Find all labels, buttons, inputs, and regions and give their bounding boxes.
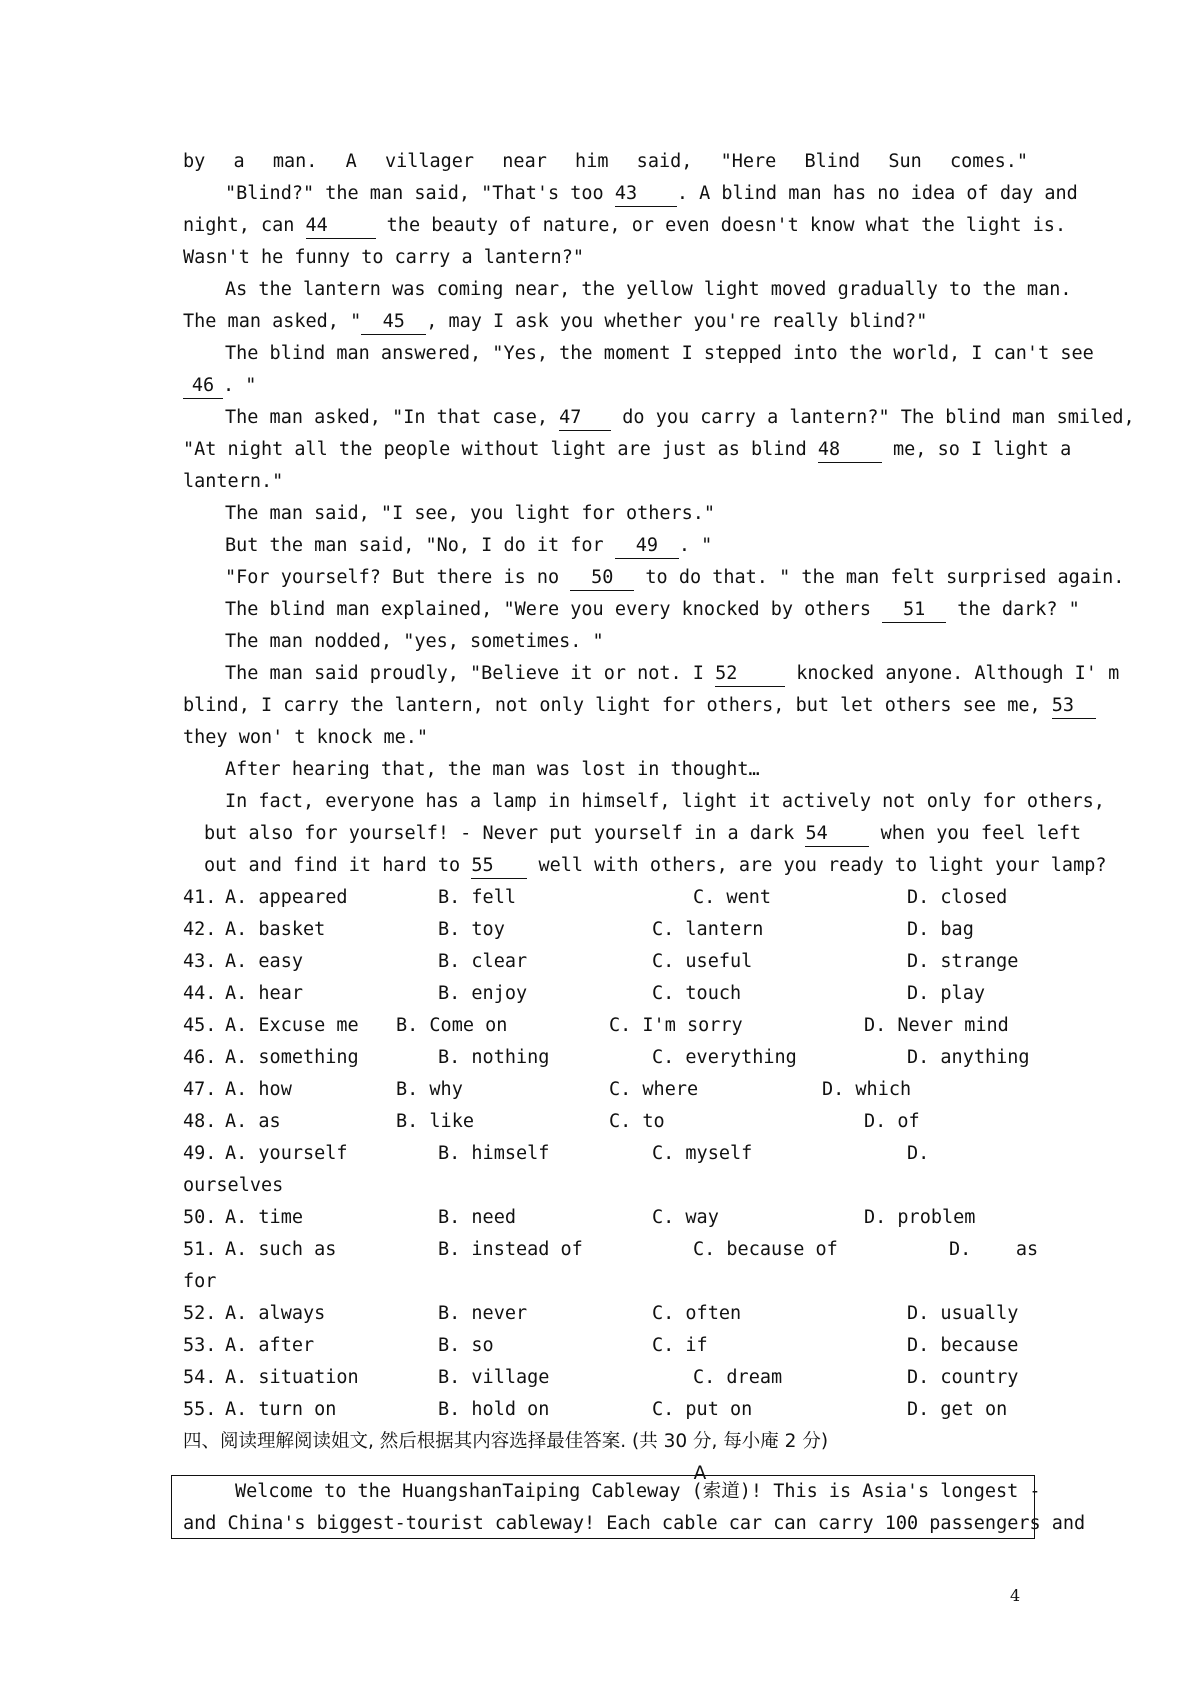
question-number: 44. xyxy=(183,983,217,1004)
option-a: A. as xyxy=(225,1111,281,1132)
option-a: A. always xyxy=(225,1303,326,1324)
option-c: C. lantern xyxy=(652,919,764,940)
option-c: C. dream xyxy=(693,1367,783,1388)
blank-47: 47 xyxy=(559,406,611,431)
option-d: D. play xyxy=(907,983,985,1004)
option-c: C. everything xyxy=(652,1047,797,1068)
question-number: 54. xyxy=(183,1367,217,1388)
option-d: D. bag xyxy=(907,919,974,940)
option-c: C. to xyxy=(609,1111,665,1132)
passage-line: The blind man answered, "Yes, the moment I stepped into the world, I can't see xyxy=(225,343,1094,364)
blank-49: 49 xyxy=(615,534,679,559)
question-number: 45. xyxy=(183,1015,217,1036)
passage-line: lantern." xyxy=(183,471,284,492)
passage-label: A xyxy=(693,1463,707,1484)
passage-line: The blind man explained, "Were you every knocked by others 51 the dark? " xyxy=(225,594,1028,626)
option-d: D. usually xyxy=(907,1303,1019,1324)
option-b: B. enjoy xyxy=(438,983,528,1004)
passage-line: Wasn't he funny to carry a lantern?" xyxy=(183,247,584,268)
option-c: C. if xyxy=(652,1335,708,1356)
blank-52: 52 xyxy=(715,662,785,687)
box-line: Welcome to the HuangshanTaiping Cableway (索道)! This is Asia's longest - xyxy=(235,1481,1041,1502)
option-c: C. put on xyxy=(652,1399,753,1420)
option-a: A. basket xyxy=(225,919,326,940)
passage-line: The man said, "I see, you light for others." xyxy=(225,503,716,524)
question-number: 52. xyxy=(183,1303,217,1324)
option-d: D. as xyxy=(949,1239,1039,1260)
option-d: D. country xyxy=(907,1367,1019,1388)
question-number: 41. xyxy=(183,887,217,908)
passage-line: But the man said, "No, I do it for 49 . " xyxy=(225,530,1028,562)
option-b: B. never xyxy=(438,1303,528,1324)
blank-48: 48 xyxy=(818,438,882,463)
option-d: D. get on xyxy=(907,1399,1008,1420)
option-d: D. xyxy=(907,1143,930,1164)
option-a: A. hear xyxy=(225,983,303,1004)
blank-43: 43 xyxy=(615,182,677,207)
blank-51: 51 xyxy=(882,598,946,623)
option-d-wrap: ourselves xyxy=(183,1175,284,1196)
question-number: 46. xyxy=(183,1047,217,1068)
blank-50: 50 xyxy=(570,566,634,591)
option-c: C. where xyxy=(609,1079,699,1100)
option-a: A. appeared xyxy=(225,887,348,908)
blank-46: 46 xyxy=(183,374,223,399)
option-a: A. turn on xyxy=(225,1399,337,1420)
passage-line: The man asked, " 45 , may I ask you whether you're really blind?" xyxy=(183,306,1028,338)
page-number: 4 xyxy=(1010,1586,1021,1605)
option-b: B. himself xyxy=(438,1143,550,1164)
question-number: 49. xyxy=(183,1143,217,1164)
option-c: C. touch xyxy=(652,983,742,1004)
question-number: 48. xyxy=(183,1111,217,1132)
option-a: A. easy xyxy=(225,951,303,972)
question-number: 50. xyxy=(183,1207,217,1228)
option-d: D. strange xyxy=(907,951,1019,972)
passage-line: "For yourself? But there is no 50 to do that. " the man felt surprised again. xyxy=(225,562,1028,594)
option-b: B. toy xyxy=(438,919,505,940)
option-b: B. need xyxy=(438,1207,516,1228)
question-number: 51. xyxy=(183,1239,217,1260)
option-d: D. problem xyxy=(864,1207,976,1228)
passage-line: night, can 44 the beauty of nature, or even doesn't know what the light is. xyxy=(183,210,1028,242)
option-c: C. I'm sorry xyxy=(609,1015,743,1036)
option-b: B. fell xyxy=(438,887,516,908)
question-number: 55. xyxy=(183,1399,217,1420)
option-d-wrap: for xyxy=(183,1271,217,1292)
option-b: B. nothing xyxy=(438,1047,550,1068)
blank-55: 55 xyxy=(471,854,527,879)
option-c: C. useful xyxy=(652,951,753,972)
passage-line: but also for yourself! - Never put yourself in a dark 54 when you feel left xyxy=(204,818,1028,850)
passage-line: "Blind?" the man said, "That's too 43 . A blind man has no idea of day and xyxy=(225,178,1028,210)
option-a: A. after xyxy=(225,1335,315,1356)
option-a: A. Excuse me xyxy=(225,1015,359,1036)
option-b: B. like xyxy=(396,1111,474,1132)
option-b: B. village xyxy=(438,1367,550,1388)
passage-line: blind, I carry the lantern, not only light for others, but let others see me, 53 xyxy=(183,690,1028,722)
passage-line: out and find it hard to 55 well with others, are you ready to light your lamp? xyxy=(204,850,1028,882)
option-d: D. which xyxy=(822,1079,912,1100)
option-c: C. way xyxy=(652,1207,719,1228)
option-b: B. why xyxy=(396,1079,463,1100)
question-number: 42. xyxy=(183,919,217,940)
blank-45: 45 xyxy=(361,310,426,335)
section-heading: 四、阅读理解阅读姐文, 然后根据其内容选择最佳答案. (共 30 分, 每小庵 2 分) xyxy=(183,1431,829,1452)
option-b: B. hold on xyxy=(438,1399,550,1420)
question-number: 53. xyxy=(183,1335,217,1356)
option-b: B. Come on xyxy=(396,1015,508,1036)
box-line: and China's biggest-tourist cableway! Each cable car can carry 100 passengers and xyxy=(183,1513,1086,1534)
option-a: A. how xyxy=(225,1079,292,1100)
blank-53: 53 xyxy=(1052,694,1096,719)
passage-line: The man asked, "In that case, 47 do you carry a lantern?" The blind man smiled, xyxy=(225,402,1028,434)
option-c: C. because of xyxy=(693,1239,838,1260)
blank-54: 54 xyxy=(805,822,869,847)
passage-line: The man said proudly, "Believe it or not. I 52 knocked anyone. Although I' m xyxy=(225,658,1028,690)
option-a: A. yourself xyxy=(225,1143,348,1164)
passage-line: by a man. A villager near him said, "Here Blind Sun comes." xyxy=(183,151,1028,172)
option-a: A. such as xyxy=(225,1239,337,1260)
option-c: C. often xyxy=(652,1303,742,1324)
option-d: D. because xyxy=(907,1335,1019,1356)
passage-line: After hearing that, the man was lost in thought… xyxy=(225,759,760,780)
option-b: B. clear xyxy=(438,951,528,972)
option-d: D. of xyxy=(864,1111,920,1132)
option-c: C. myself xyxy=(652,1143,753,1164)
option-a: A. time xyxy=(225,1207,303,1228)
passage-line: they won' t knock me." xyxy=(183,727,429,748)
passage-line: "At night all the people without light are just as blind 48 me, so I light a xyxy=(183,434,1028,466)
option-b: B. so xyxy=(438,1335,494,1356)
passage-line: The man nodded, "yes, sometimes. " xyxy=(225,631,604,652)
passage-line: 46 . " xyxy=(183,370,1028,402)
question-number: 47. xyxy=(183,1079,217,1100)
blank-44: 44 xyxy=(306,214,376,239)
question-number: 43. xyxy=(183,951,217,972)
passage-line: In fact, everyone has a lamp in himself, light it actively not only for others, xyxy=(225,791,1105,812)
option-d: D. Never mind xyxy=(864,1015,1009,1036)
option-d: D. anything xyxy=(907,1047,1030,1068)
passage-line: As the lantern was coming near, the yellow light moved gradually to the man. xyxy=(225,279,1072,300)
option-b: B. instead of xyxy=(438,1239,583,1260)
option-a: A. situation xyxy=(225,1367,359,1388)
option-a: A. something xyxy=(225,1047,359,1068)
option-c: C. went xyxy=(693,887,771,908)
option-d: D. closed xyxy=(907,887,1008,908)
